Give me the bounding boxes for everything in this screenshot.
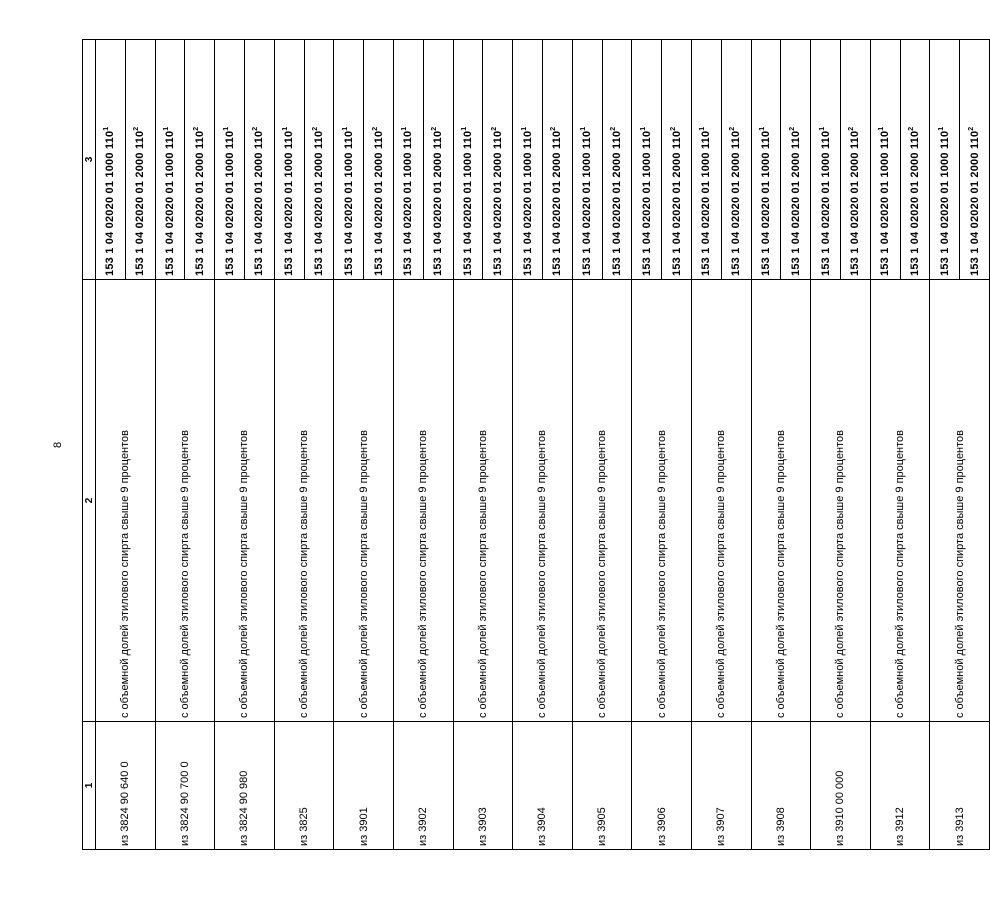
budget-code-superscript: 1	[341, 126, 349, 131]
budget-code-superscript: 2	[967, 126, 975, 131]
budget-code-cell	[423, 40, 453, 280]
budget-code-text: 153 1 04 02020 01 2000 110	[610, 130, 623, 276]
description-cell: с объемной долей этилового спирта свыше 9 процентов	[691, 280, 751, 722]
budget-code-cell	[572, 40, 602, 280]
budget-code-text: 153 1 04 02020 01 1000 110	[342, 130, 355, 276]
table-row	[393, 40, 423, 850]
description-cell: с объемной долей этилового спирта свыше 9 процентов	[870, 280, 930, 722]
budget-code-text: 153 1 04 02020 01 1000 110	[819, 130, 832, 276]
budget-code-superscript: 2	[729, 126, 737, 131]
budget-code-text: 153 1 04 02020 01 1000 110	[461, 130, 474, 276]
rotated-table-wrapper	[82, 40, 981, 850]
tnved-code-cell: из 3910 00 000	[811, 722, 871, 850]
budget-code-text: 153 1 04 02020 01 1000 110	[283, 130, 296, 276]
budget-code-cell	[781, 40, 811, 280]
table-row	[691, 40, 721, 850]
budget-code-text: 153 1 04 02020 01 1000 110	[521, 130, 534, 276]
budget-code-text: 153 1 04 02020 01 1000 110	[640, 130, 653, 276]
budget-code-superscript: 1	[222, 126, 230, 131]
tnved-code-cell: из 3907	[691, 722, 751, 850]
budget-code-text: 153 1 04 02020 01 2000 110	[432, 130, 445, 276]
tnved-code-cell: из 3902	[393, 722, 453, 850]
description-cell: с объемной долей этилового спирта свыше 9 процентов	[632, 280, 692, 722]
description-cell: с объемной долей этилового спирта свыше 9 процентов	[513, 280, 573, 722]
tnved-code-cell: из 3908	[751, 722, 811, 850]
budget-code-cell	[900, 40, 930, 280]
budget-code-cell	[840, 40, 870, 280]
budget-code-superscript: 2	[371, 126, 379, 131]
budget-code-cell	[274, 40, 304, 280]
table-row	[632, 40, 662, 850]
budget-code-superscript: 2	[669, 126, 677, 131]
tnved-code-cell: из 3906	[632, 722, 692, 850]
budget-code-superscript: 2	[431, 126, 439, 131]
description-cell: с объемной долей этилового спирта свыше 9 процентов	[274, 280, 334, 722]
budget-code-cell	[632, 40, 662, 280]
budget-code-text: 153 1 04 02020 01 2000 110	[193, 130, 206, 276]
description-cell: с объемной долей этилового спирта свыше 9 процентов	[811, 280, 871, 722]
budget-code-superscript: 2	[609, 126, 617, 131]
budget-code-cell	[483, 40, 513, 280]
table-row	[96, 40, 126, 850]
budget-code-superscript: 1	[580, 126, 588, 131]
budget-code-cell	[542, 40, 572, 280]
description-cell: с объемной долей этилового спирта свыше 9 процентов	[215, 280, 275, 722]
budget-code-cell	[662, 40, 692, 280]
header-col-2: 2	[83, 280, 96, 722]
budget-code-cell	[185, 40, 215, 280]
budget-code-superscript: 1	[937, 126, 945, 131]
budget-code-text: 153 1 04 02020 01 2000 110	[491, 130, 504, 276]
budget-code-superscript: 1	[699, 126, 707, 131]
tnved-code-cell: из 3912	[870, 722, 930, 850]
budget-code-superscript: 1	[162, 126, 170, 131]
table-row	[155, 40, 185, 850]
description-cell: с объемной долей этилового спирта свыше 9 процентов	[930, 280, 990, 722]
budget-code-superscript: 2	[311, 126, 319, 131]
table-row	[453, 40, 483, 850]
budget-code-cell	[334, 40, 364, 280]
budget-code-superscript: 1	[818, 126, 826, 131]
budget-code-text: 153 1 04 02020 01 1000 110	[223, 130, 236, 276]
budget-code-text: 153 1 04 02020 01 1000 110	[700, 130, 713, 276]
budget-code-text: 153 1 04 02020 01 1000 110	[402, 130, 415, 276]
description-cell: с объемной долей этилового спирта свыше 9 процентов	[453, 280, 513, 722]
budget-code-text: 153 1 04 02020 01 2000 110	[372, 130, 385, 276]
budget-code-cell	[811, 40, 841, 280]
budget-code-superscript: 1	[460, 126, 468, 131]
table-row	[215, 40, 245, 850]
budget-code-text: 153 1 04 02020 01 1000 110	[879, 130, 892, 276]
budget-code-superscript: 2	[252, 126, 260, 131]
budget-code-superscript: 1	[639, 126, 647, 131]
budget-code-text: 153 1 04 02020 01 2000 110	[551, 130, 564, 276]
header-row	[83, 40, 96, 850]
page-number: 8	[52, 441, 64, 448]
budget-code-cell	[393, 40, 423, 280]
budget-code-cell	[513, 40, 543, 280]
budget-code-superscript: 1	[758, 126, 766, 131]
budget-code-superscript: 2	[192, 126, 200, 131]
budget-code-cell	[304, 40, 334, 280]
table-row	[751, 40, 781, 850]
budget-code-text: 153 1 04 02020 01 2000 110	[312, 130, 325, 276]
header-col-1: 1	[83, 722, 96, 850]
table-header	[83, 40, 96, 850]
budget-code-text: 153 1 04 02020 01 2000 110	[134, 130, 147, 276]
budget-code-superscript: 1	[878, 126, 886, 131]
budget-code-text: 153 1 04 02020 01 1000 110	[104, 130, 117, 276]
budget-code-text: 153 1 04 02020 01 2000 110	[253, 130, 266, 276]
table-row	[572, 40, 602, 850]
budget-code-cell	[870, 40, 900, 280]
tnved-code-cell: из 3913	[930, 722, 990, 850]
budget-code-cell	[96, 40, 126, 280]
budget-code-cell	[364, 40, 394, 280]
table-row	[811, 40, 841, 850]
budget-code-cell	[215, 40, 245, 280]
table-body	[96, 40, 990, 850]
budget-code-text: 153 1 04 02020 01 1000 110	[581, 130, 594, 276]
budget-code-superscript: 2	[848, 126, 856, 131]
budget-code-text: 153 1 04 02020 01 2000 110	[968, 130, 981, 276]
budget-code-superscript: 1	[401, 126, 409, 131]
description-cell: с объемной долей этилового спирта свыше 9 процентов	[96, 280, 156, 722]
budget-code-text: 153 1 04 02020 01 2000 110	[789, 130, 802, 276]
budget-code-text: 153 1 04 02020 01 1000 110	[163, 130, 176, 276]
budget-code-superscript: 2	[490, 126, 498, 131]
budget-code-superscript: 2	[133, 126, 141, 131]
tnved-code-cell: из 3905	[572, 722, 632, 850]
description-cell: с объемной долей этилового спирта свыше 9 процентов	[393, 280, 453, 722]
table-row	[274, 40, 304, 850]
tnved-code-cell: из 3824 90 640 0	[96, 722, 156, 850]
description-cell: с объемной долей этилового спирта свыше 9 процентов	[334, 280, 394, 722]
description-cell: с объемной долей этилового спирта свыше 9 процентов	[572, 280, 632, 722]
budget-code-text: 153 1 04 02020 01 1000 110	[759, 130, 772, 276]
budget-code-cell	[751, 40, 781, 280]
budget-code-superscript: 1	[520, 126, 528, 131]
tnved-code-cell: из 3904	[513, 722, 573, 850]
budget-code-text: 153 1 04 02020 01 2000 110	[849, 130, 862, 276]
budget-code-superscript: 1	[103, 126, 111, 131]
budget-code-cell	[155, 40, 185, 280]
table-row	[930, 40, 960, 850]
budget-code-cell	[930, 40, 960, 280]
budget-code-text: 153 1 04 02020 01 2000 110	[908, 130, 921, 276]
budget-code-cell	[453, 40, 483, 280]
description-cell: с объемной долей этилового спирта свыше 9 процентов	[155, 280, 215, 722]
budget-code-cell	[602, 40, 632, 280]
budget-code-cell	[960, 40, 990, 280]
header-col-3: 3	[83, 40, 96, 280]
table-row	[870, 40, 900, 850]
budget-code-superscript: 1	[282, 126, 290, 131]
tnved-code-cell: из 3824 90 980	[215, 722, 275, 850]
budget-code-cell	[721, 40, 751, 280]
tnved-code-cell: из 3824 90 700 0	[155, 722, 215, 850]
budget-code-text: 153 1 04 02020 01 1000 110	[938, 130, 951, 276]
budget-code-superscript: 2	[907, 126, 915, 131]
budget-code-superscript: 2	[788, 126, 796, 131]
table-row	[513, 40, 543, 850]
budget-code-cell	[691, 40, 721, 280]
tnved-code-cell: из 3903	[453, 722, 513, 850]
tnved-code-cell: из 3901	[334, 722, 394, 850]
document-table	[82, 39, 990, 850]
budget-code-superscript: 2	[550, 126, 558, 131]
tnved-code-cell: из 3825	[274, 722, 334, 850]
budget-code-text: 153 1 04 02020 01 2000 110	[670, 130, 683, 276]
budget-code-text: 153 1 04 02020 01 2000 110	[730, 130, 743, 276]
table-row	[334, 40, 364, 850]
budget-code-cell	[125, 40, 155, 280]
description-cell: с объемной долей этилового спирта свыше 9 процентов	[751, 280, 811, 722]
budget-code-cell	[244, 40, 274, 280]
